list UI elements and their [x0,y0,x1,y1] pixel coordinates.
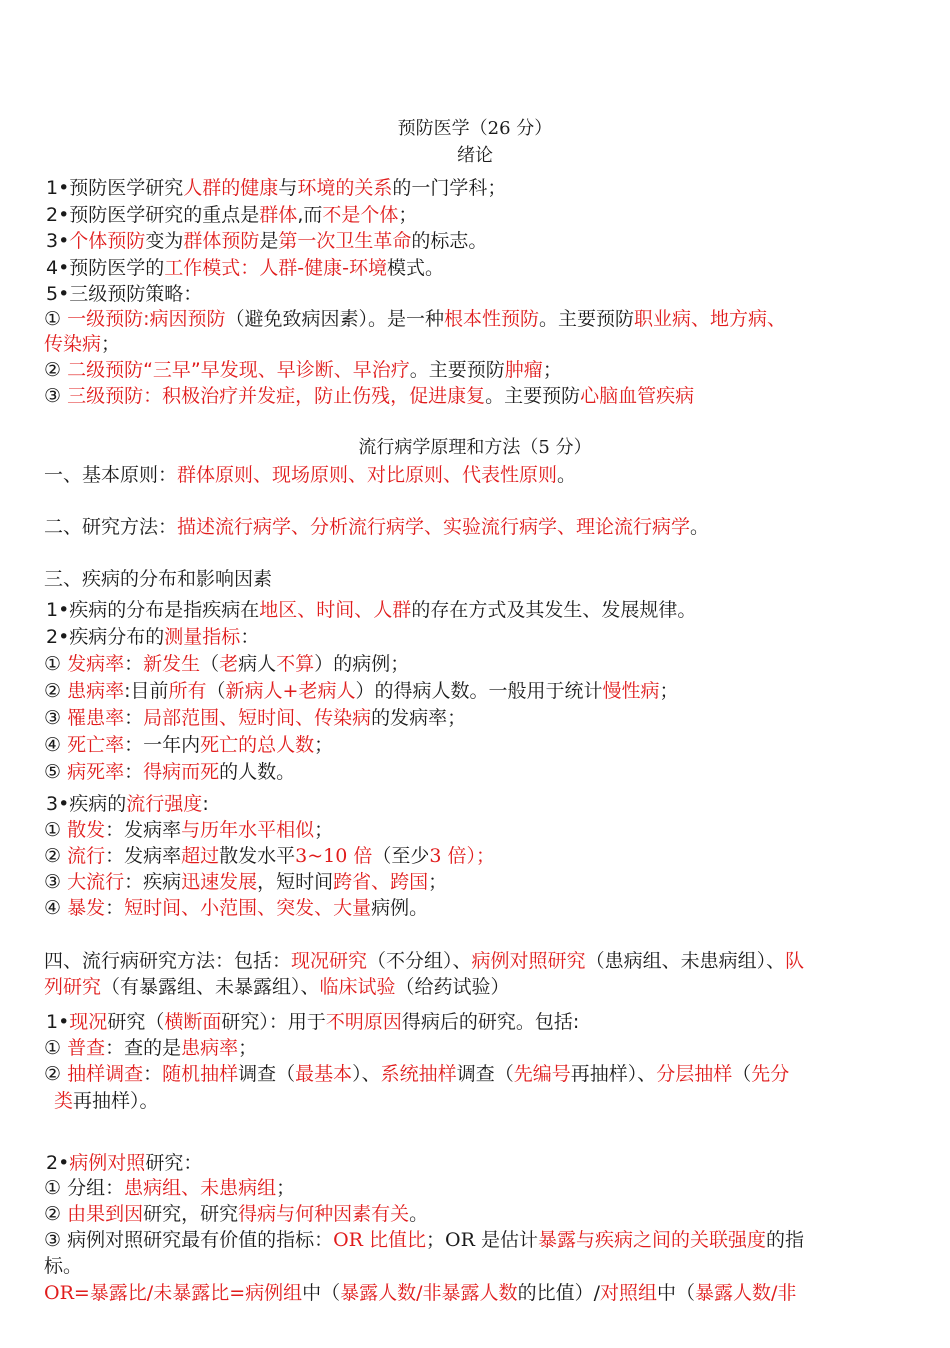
text-line [0,732,950,758]
body-text: ： [105,897,125,919]
highlight-text: 超过 [181,845,220,867]
highlight-text: 描述流行病学、分析流行病学、实验流行病学、理论流行病学 [177,516,691,538]
highlight-text: 普查 [67,1037,106,1059]
highlight-text: 死亡率 [67,734,125,756]
body-text: （避免致病因素）。是一种 [225,308,444,330]
highlight-text: 肿瘤 [504,359,543,381]
body-text: ：疾病 [124,871,182,893]
highlight-text: 群体 [259,204,298,226]
body-text: ； [398,204,418,226]
highlight-text: 临床试验 [319,976,396,998]
body-text: ④ [44,897,68,919]
text-line [0,1035,950,1061]
body-text: : [202,793,209,815]
text-line [0,1201,950,1227]
highlight-text: 慢性病 [602,680,660,702]
body-text: 的指 [765,1229,804,1251]
highlight-text: 环境的关系 [297,177,393,199]
body-text: （有暴露组、未暴露组）、 [101,976,320,998]
text-line [0,759,950,785]
text-line [0,1150,950,1176]
text-line [0,228,950,254]
body-text: （ [732,1063,752,1085]
body-text: （ [206,680,226,702]
highlight-text: 抽样调查 [67,1063,144,1085]
highlight-text: 地区、时间、人群 [259,599,412,621]
highlight-text: 患病组、未患病组 [124,1177,277,1199]
highlight-text: 老 [219,653,239,675]
text-line [0,1088,950,1114]
body-text: ：发病率 [105,819,182,841]
body-text: 研究（ [107,1011,165,1033]
highlight-text: 跨省、跨国 [333,871,429,893]
body-text: 。主要预防 [485,385,581,407]
body-text: 四、流行病研究方法：包括： [44,950,292,972]
body-text: ② [44,359,68,381]
body-text: 调查（ [456,1063,514,1085]
text-line [0,383,950,409]
body-text: 的标志。 [411,230,488,252]
highlight-text: 得病而死 [143,761,220,783]
text-line [0,791,950,817]
body-text: 病例。 [371,897,429,919]
body-text: 是 [259,230,279,252]
body-text: （不分组）、 [367,950,472,972]
body-text: ； [314,819,334,841]
highlight-text: 患病率 [67,680,125,702]
body-text: 1•预防医学研究 [46,177,184,199]
highlight-text: 横断面 [164,1011,222,1033]
body-text: ① 分组： [44,1177,125,1199]
body-text: ：发病率 [105,845,182,867]
body-text: 再抽样）。 [73,1090,159,1112]
body-text: 1• [46,1011,70,1033]
highlight-text: 局部范围、短时间、传染病 [143,707,372,729]
body-text: 的一门学科； [392,177,507,199]
text-line [0,817,950,843]
body-text: （给药试验） [395,976,510,998]
highlight-text: =暴露比/未暴露比=病例组 [73,1282,303,1304]
body-text: ； [542,359,562,381]
body-text: ； [659,680,679,702]
highlight-text: 迅速发展 [181,871,258,893]
highlight-text: 暴露人数/非暴露人数 [340,1282,518,1304]
body-text: ① [44,308,68,330]
body-text: 的存在方式及其发生、发展规律。 [411,599,697,621]
highlight-text: 系统抽样 [380,1063,457,1085]
body-text: 三、疾病的分布和影响因素 [44,568,273,590]
highlight-text: 个体预防 [69,230,146,252]
body-text: ：一年内 [124,734,201,756]
highlight-text: 由果到因 [67,1203,144,1225]
body-text: 与 [278,177,298,199]
body-text: ③ [44,385,68,407]
highlight-text: 传染病 [44,333,102,355]
text-line [0,281,950,307]
body-text: 研究）：用于 [221,1011,326,1033]
text-line [0,705,950,731]
body-text: ③ [44,707,68,729]
body-text: 的比值）/ [517,1282,600,1304]
body-text: 研究： [145,1152,203,1174]
text-line [0,306,950,332]
text-line [0,1227,950,1253]
body-text: :目前 [124,680,169,702]
highlight-text: 三级预防：积极治疗并发症，防止伤残，促进康复 [67,385,486,407]
body-text: （ [200,653,220,675]
text-line [0,202,950,228]
body-text: 1•疾病的分布是指疾病在 [46,599,260,621]
text-line [0,678,950,704]
highlight-text: OR 比值比 [333,1229,427,1251]
text-line [0,651,950,677]
body-text: 流行病学原理和方法（5 分） [358,437,592,458]
body-text: 2• [46,1152,70,1174]
highlight-text: 得病与何种因素有关 [238,1203,410,1225]
body-text: OR [445,1229,475,1251]
highlight-text: 新病人+老病人 [225,680,356,702]
body-text: ，短时间 [257,871,334,893]
body-text: 再抽样）、 [570,1063,657,1085]
highlight-text: 先编号 [513,1063,571,1085]
body-text: 。 [690,516,710,538]
body-text: 。主要预防 [409,359,505,381]
text-line [0,974,950,1000]
highlight-text: 死亡的总人数 [200,734,315,756]
highlight-text: 不明原因 [325,1011,402,1033]
section-heading [0,435,950,461]
text-line [0,1175,950,1201]
body-text: 2•预防医学研究的重点是 [46,204,260,226]
text-line [0,1061,950,1087]
body-text: ② [44,1203,68,1225]
highlight-text: 不算 [276,653,315,675]
highlight-text: 职业病、地方病、 [634,308,787,330]
body-text: ,而 [297,204,323,226]
body-text: ④ [44,734,68,756]
body-text: ； [238,1037,258,1059]
highlight-text: 根本性预防 [444,308,540,330]
body-text: 3•疾病的 [46,793,127,815]
text-line [0,1009,950,1035]
highlight-text: 不是个体 [322,204,399,226]
section-heading [0,116,950,142]
body-text: ）的病例； [314,653,410,675]
text-line [0,566,950,592]
body-text: ③ [44,871,68,893]
highlight-text: 病死率 [67,761,125,783]
body-text: 调查（ [238,1063,296,1085]
highlight-text: 流行强度 [126,793,203,815]
highlight-text: 第一次卫生革命 [278,230,412,252]
text-line [0,514,950,540]
body-text: 得病后的研究。包括: [401,1011,580,1033]
body-text: 模式。 [387,257,445,279]
body-text: ； [314,734,334,756]
body-text: （患病组、未患病组）、 [585,950,786,972]
body-text: 绪论 [457,145,493,166]
body-text: 研究，研究 [143,1203,239,1225]
highlight-text: 病例对照 [69,1152,146,1174]
body-text: ③ 病例对照研究最有价值的指标： [44,1229,334,1251]
highlight-text: 群体原则、现场原则、对比原则、代表性原则 [177,464,558,486]
highlight-text: OR [44,1282,74,1304]
body-text: ； [276,1177,296,1199]
body-text: ② [44,680,68,702]
text-line [0,175,950,201]
body-text: 标。 [44,1255,83,1277]
highlight-text: 最基本 [295,1063,353,1085]
body-text: 中（ [302,1282,341,1304]
body-text: 预防医学（26 分） [397,118,553,139]
highlight-text: 罹患率 [67,707,125,729]
highlight-text: ）； [466,845,496,867]
highlight-text: 患病率 [181,1037,239,1059]
text-line [0,255,950,281]
text-line [0,331,950,357]
highlight-text: 流行 [67,845,106,867]
highlight-text: 随机抽样 [162,1063,239,1085]
text-line [0,843,950,869]
highlight-text: 工作模式：人群-健康-环境 [164,257,388,279]
highlight-text: 短时间、小范围、突发、大量 [124,897,372,919]
highlight-text: 现况 [69,1011,108,1033]
body-text: ⑤ [44,761,68,783]
highlight-text: 3~10 倍 [295,845,373,867]
highlight-text: 群体预防 [183,230,260,252]
body-text: ； [428,871,448,893]
body-text: ： [143,1063,163,1085]
body-text: 。 [409,1203,429,1225]
highlight-text: 病例对照研究 [471,950,586,972]
text-line [0,948,950,974]
body-text: 一、基本原则： [44,464,178,486]
body-text: ： [240,626,260,648]
body-text: ② [44,1063,68,1085]
body-text: 。主要预防 [539,308,635,330]
body-text: ）的得病人数。一般用于统计 [355,680,603,702]
body-text: ： [124,707,144,729]
text-line [0,869,950,895]
body-text: 3• [46,230,70,252]
highlight-text: 散发 [67,819,106,841]
highlight-text: 测量指标 [164,626,241,648]
text-line [0,1253,950,1279]
body-text: （至少 [372,845,430,867]
body-text: 中（ [656,1282,695,1304]
highlight-text: 分层抽样 [656,1063,733,1085]
body-text: ① [44,1037,68,1059]
highlight-text: 列研究 [44,976,102,998]
body-text: 二、研究方法： [44,516,178,538]
body-text: 病人 [238,653,277,675]
highlight-text: 发病率 [67,653,125,675]
highlight-text: 现况研究 [291,950,368,972]
body-text: ： [124,761,144,783]
highlight-text: 对照组 [599,1282,657,1304]
highlight-text: 心脑血管疾病 [580,385,695,407]
section-heading [0,143,950,169]
body-text: 5•三级预防策略： [46,283,203,305]
highlight-text: 队 [785,950,805,972]
text-line [0,624,950,650]
body-text: ：查的是 [105,1037,182,1059]
body-text: 4•预防医学的 [46,257,165,279]
highlight-text: 所有 [168,680,207,702]
text-line [0,462,950,488]
highlight-text: “三早”早发现、早诊断、早治疗 [143,359,410,381]
highlight-text: 暴露与疾病之间的关联强度 [537,1229,766,1251]
text-line [0,357,950,383]
highlight-text: 先分 [751,1063,790,1085]
body-text: ① [44,819,68,841]
highlight-text: 人群的健康 [183,177,279,199]
body-text: ； [426,1229,446,1251]
highlight-text: 二级预防 [67,359,144,381]
highlight-text: 与历年水平相似 [181,819,315,841]
body-text: 2•疾病分布的 [46,626,165,648]
highlight-text: 暴发 [67,897,106,919]
text-line [0,1280,950,1306]
body-text: 变为 [145,230,184,252]
body-text: ① [44,653,68,675]
text-line [0,597,950,623]
body-text: ； [101,333,121,355]
highlight-text: 新发生 [143,653,201,675]
body-text: 是估计 [474,1229,538,1251]
body-text: ② [44,845,68,867]
highlight-text: 大流行 [67,871,125,893]
highlight-text: 暴露人数/非 [695,1282,797,1304]
body-text: 散发水平 [219,845,296,867]
highlight-text: 一级预防:病因预防 [67,308,226,330]
body-text: 。 [557,464,577,486]
body-text: 的发病率； [371,707,467,729]
body-text: ）、 [352,1063,381,1085]
text-line [0,895,950,921]
highlight-text: 类 [54,1090,74,1112]
body-text: 的人数。 [219,761,296,783]
highlight-text: 3 倍 [429,845,467,867]
body-text: ： [124,653,144,675]
